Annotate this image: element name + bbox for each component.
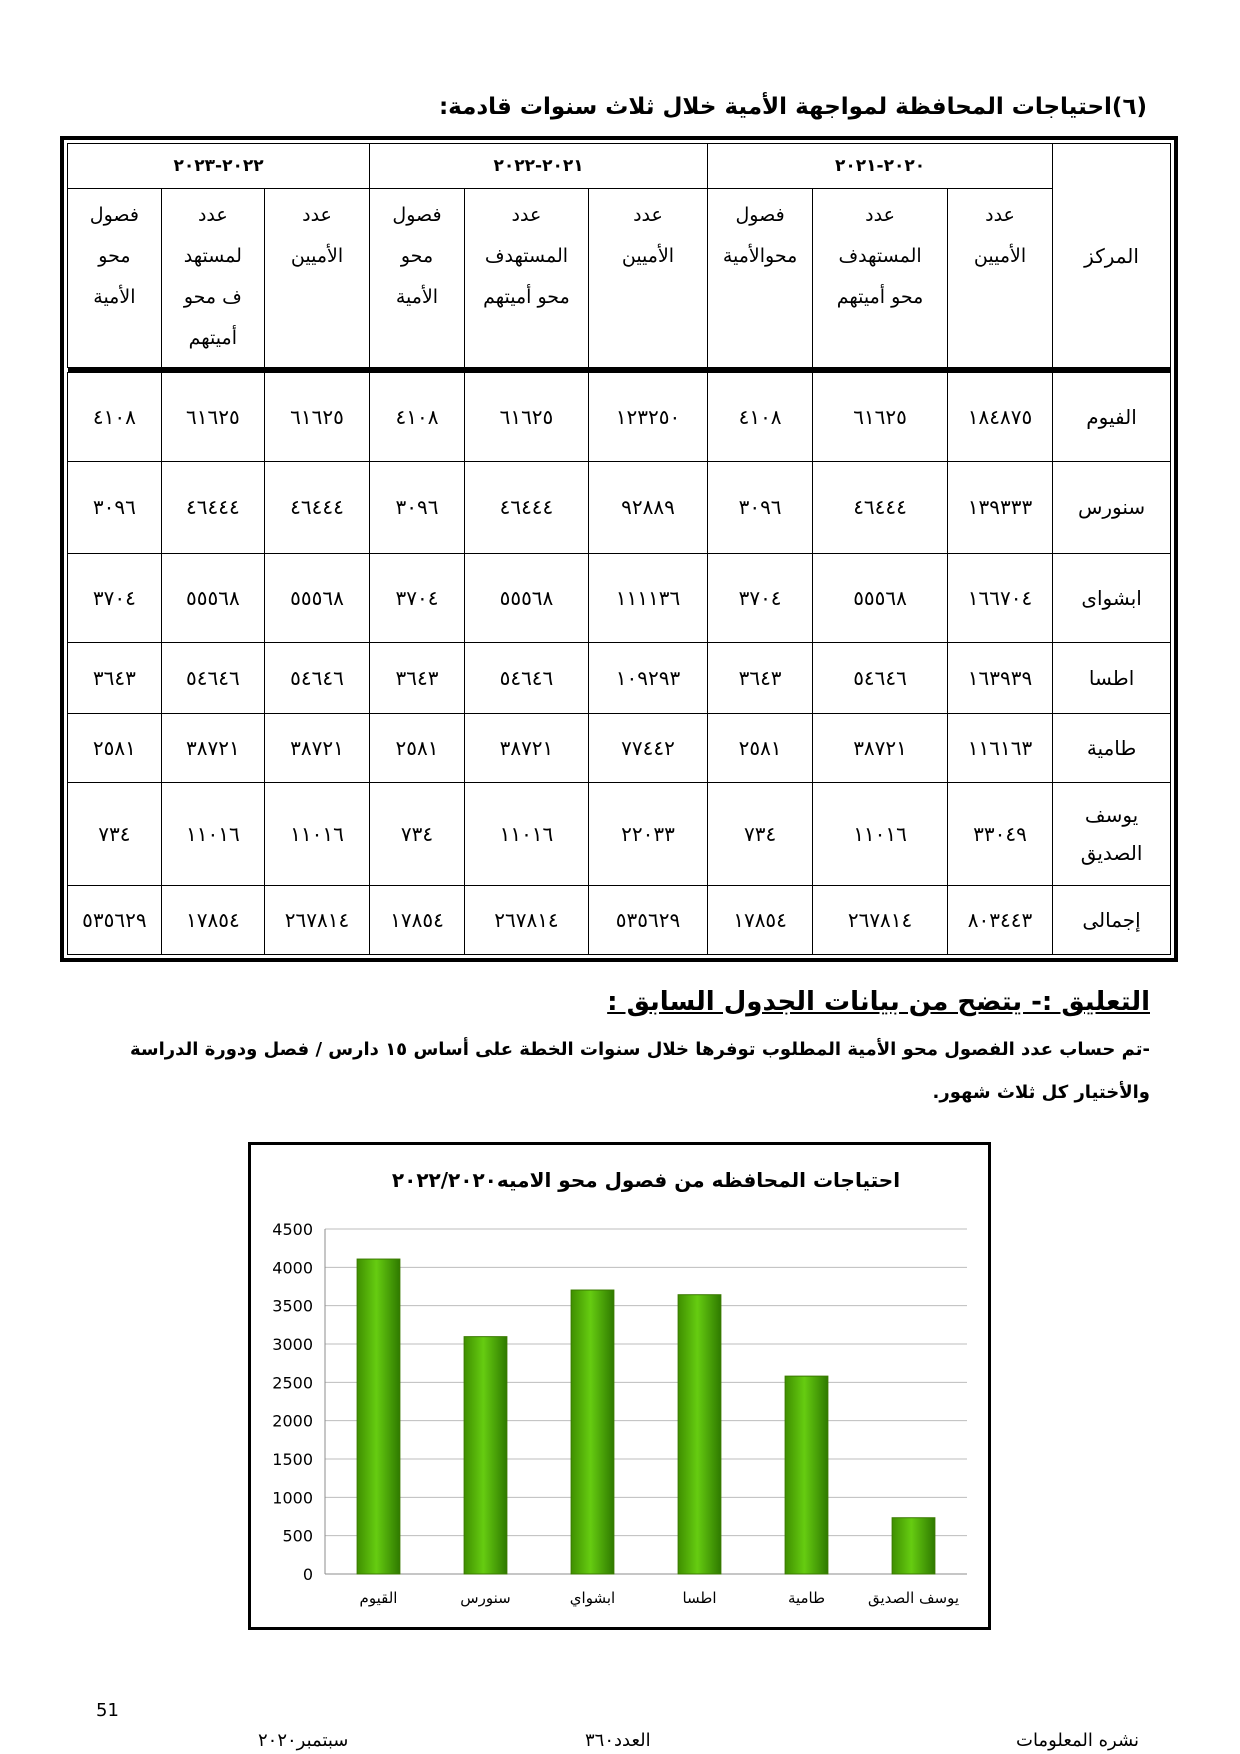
value-cell: ٥٥٥٦٨ — [161, 553, 264, 642]
value-cell: ٣٠٩٦ — [68, 462, 162, 553]
value-cell: ٤١٠٨ — [68, 373, 162, 462]
bar — [357, 1259, 400, 1574]
col-header-classes: فصول محو الأمية — [370, 189, 465, 368]
value-cell: ٢٦٧٨١٤ — [264, 886, 369, 955]
bar — [571, 1290, 614, 1574]
commentary — [110, 982, 1150, 1114]
y-tick-label: 2500 — [272, 1373, 313, 1393]
center-name-cell: يوسف الصديق — [1053, 782, 1171, 885]
col-header-targeted: عدد المستهدف محو أميتهم — [813, 189, 948, 368]
col-header-illiterates: عدد الأميين — [947, 189, 1052, 368]
col-header-targeted: عدد لمستهد ف محو أميتهم — [161, 189, 264, 368]
y-tick-label: 2000 — [272, 1411, 313, 1431]
year-header-row — [68, 144, 1171, 189]
x-category-label: طامية — [787, 1589, 826, 1607]
x-category-label: اطسا — [682, 1589, 717, 1607]
value-cell: ١٣٩٣٣٣ — [947, 462, 1052, 553]
col-header-targeted: عدد المستهدف محو أميتهم — [464, 189, 588, 368]
table-row — [68, 713, 1171, 782]
footer-date: سبتمبر٢٠٢٠ — [258, 1730, 349, 1751]
value-cell: ٣٨٧٢١ — [464, 713, 588, 782]
y-tick-label: 1000 — [272, 1488, 313, 1508]
value-cell: ٥٤٦٤٦ — [264, 642, 369, 713]
literacy-needs-table — [67, 143, 1171, 955]
chart-title: احتياجات المحافظه من فصول محو الاميه٢٠٢٢/٢٠٢٠ — [391, 1168, 901, 1192]
value-cell: ٥٣٥٦٢٩ — [589, 886, 708, 955]
value-cell: ٧٣٤ — [370, 782, 465, 885]
value-cell: ٥٤٦٤٦ — [161, 642, 264, 713]
table-row — [68, 373, 1171, 462]
bar — [892, 1518, 935, 1574]
value-cell: ٣٧٠٤ — [68, 553, 162, 642]
value-cell: ١٨٤٨٧٥ — [947, 373, 1052, 462]
year-header-1: ٢٠٢٠-٢٠٢١ — [707, 144, 1052, 189]
value-cell: ٩٢٨٨٩ — [589, 462, 708, 553]
center-name-cell: ابشواى — [1053, 553, 1171, 642]
value-cell: ٧٣٤ — [68, 782, 162, 885]
value-cell: ٤١٠٨ — [370, 373, 465, 462]
value-cell: ٧٣٤ — [707, 782, 812, 885]
year-header-2: ٢٠٢١-٢٠٢٢ — [370, 144, 708, 189]
column-header-row — [68, 189, 1171, 368]
value-cell: ٢٥٨١ — [707, 713, 812, 782]
value-cell: ٤٦٤٤٤ — [161, 462, 264, 553]
value-cell: ٣٦٤٣ — [370, 642, 465, 713]
y-tick-label: 3000 — [272, 1335, 313, 1354]
value-cell: ١١١١٣٦ — [589, 553, 708, 642]
x-category-label: ابشواي — [569, 1589, 616, 1607]
value-cell: ٥٥٥٦٨ — [264, 553, 369, 642]
value-cell: ٣٠٩٦ — [707, 462, 812, 553]
table-row — [68, 642, 1171, 713]
center-name-cell: اطسا — [1053, 642, 1171, 713]
value-cell: ٢٦٧٨١٤ — [813, 886, 948, 955]
col-header-classes: فصول محو الأمية — [68, 189, 162, 368]
col-header-classes: فصول محوالأمية — [707, 189, 812, 368]
bar-chart-svg — [251, 1145, 988, 1627]
value-cell: ٦١٦٢٥ — [264, 373, 369, 462]
value-cell: ٣٣٠٤٩ — [947, 782, 1052, 885]
y-tick-label: 4500 — [272, 1220, 313, 1239]
value-cell: ١٧٨٥٤ — [707, 886, 812, 955]
value-cell: ١١٦١٦٣ — [947, 713, 1052, 782]
table-row — [68, 553, 1171, 642]
col-header-illiterates: عدد الأميين — [264, 189, 369, 368]
page-title: (٦)احتياجات المحافظة لمواجهة الأمية خلال ثلاث سنوات قادمة: — [438, 94, 1147, 120]
commentary-heading: التعليق :- يتضح من بيانات الجدول السابق : — [607, 987, 1150, 1017]
table-row — [68, 886, 1171, 955]
table-row — [68, 462, 1171, 553]
y-tick-label: 0 — [302, 1565, 313, 1584]
value-cell: ٢٥٨١ — [370, 713, 465, 782]
value-cell: ٣٦٤٣ — [68, 642, 162, 713]
y-tick-label: 500 — [282, 1526, 313, 1546]
value-cell: ٣٨٧٢١ — [813, 713, 948, 782]
value-cell: ٤٦٤٤٤ — [464, 462, 588, 553]
value-cell: ١٧٨٥٤ — [370, 886, 465, 955]
commentary-text: -تم حساب عدد الفصول محو الأمية المطلوب توفرها خلال سنوات الخطة على أساس ١٥ دارس / فصل ودورة الدراسة والأختيار كل ثلاث شهور. — [130, 1039, 1150, 1103]
value-cell: ٣٧٠٤ — [370, 553, 465, 642]
center-name-cell: الفيوم — [1053, 373, 1171, 462]
value-cell: ٥٥٥٦٨ — [813, 553, 948, 642]
footer-publication: نشره المعلومات — [1016, 1730, 1140, 1751]
value-cell: ١٦٦٧٠٤ — [947, 553, 1052, 642]
literacy-needs-table-frame — [60, 136, 1178, 962]
footer-issue: العدد٣٦٠ — [585, 1730, 651, 1751]
x-category-label: القيوم — [359, 1589, 398, 1607]
bar — [785, 1376, 828, 1574]
value-cell: ٣٦٤٣ — [707, 642, 812, 713]
table-row — [68, 782, 1171, 885]
value-cell: ٦١٦٢٥ — [813, 373, 948, 462]
center-name-cell: طامية — [1053, 713, 1171, 782]
value-cell: ٣٧٠٤ — [707, 553, 812, 642]
value-cell: ٨٠٣٤٤٣ — [947, 886, 1052, 955]
y-tick-label: 1500 — [272, 1450, 313, 1469]
value-cell: ٥٥٥٦٨ — [464, 553, 588, 642]
value-cell: ١١٠١٦ — [813, 782, 948, 885]
y-tick-label: 4000 — [272, 1258, 313, 1278]
value-cell: ١٦٣٩٣٩ — [947, 642, 1052, 713]
value-cell: ٣٨٧٢١ — [264, 713, 369, 782]
value-cell: ٧٧٤٤٢ — [589, 713, 708, 782]
value-cell: ٢٥٨١ — [68, 713, 162, 782]
bar-chart — [248, 1142, 991, 1630]
value-cell: ٤١٠٨ — [707, 373, 812, 462]
value-cell: ٦١٦٢٥ — [464, 373, 588, 462]
x-category-label: يوسف الصديق — [867, 1589, 960, 1607]
value-cell: ١٠٩٢٩٣ — [589, 642, 708, 713]
value-cell: ١١٠١٦ — [464, 782, 588, 885]
value-cell: ٥٤٦٤٦ — [813, 642, 948, 713]
value-cell: ٣٨٧٢١ — [161, 713, 264, 782]
value-cell: ١٧٨٥٤ — [161, 886, 264, 955]
center-name-cell: إجمالى — [1053, 886, 1171, 955]
value-cell: ١١٠١٦ — [161, 782, 264, 885]
center-name-cell: سنورس — [1053, 462, 1171, 553]
bar — [678, 1295, 721, 1574]
value-cell: ٤٦٤٤٤ — [264, 462, 369, 553]
value-cell: ٤٦٤٤٤ — [813, 462, 948, 553]
value-cell: ٢٢٠٣٣ — [589, 782, 708, 885]
page-number: 51 — [96, 1700, 119, 1721]
value-cell: ٥٤٦٤٦ — [464, 642, 588, 713]
value-cell: ٢٦٧٨١٤ — [464, 886, 588, 955]
center-column-header: المركز — [1053, 144, 1171, 368]
value-cell: ٣٠٩٦ — [370, 462, 465, 553]
value-cell: ٦١٦٢٥ — [161, 373, 264, 462]
table-body — [68, 368, 1171, 955]
x-category-label: سنورس — [460, 1589, 511, 1607]
y-tick-label: 3500 — [272, 1296, 313, 1316]
value-cell: ١٢٣٢٥٠ — [589, 373, 708, 462]
value-cell: ١١٠١٦ — [264, 782, 369, 885]
col-header-illiterates: عدد الأميين — [589, 189, 708, 368]
value-cell: ٥٣٥٦٢٩ — [68, 886, 162, 955]
bar — [464, 1337, 507, 1574]
year-header-3: ٢٠٢٢-٢٠٢٣ — [68, 144, 370, 189]
